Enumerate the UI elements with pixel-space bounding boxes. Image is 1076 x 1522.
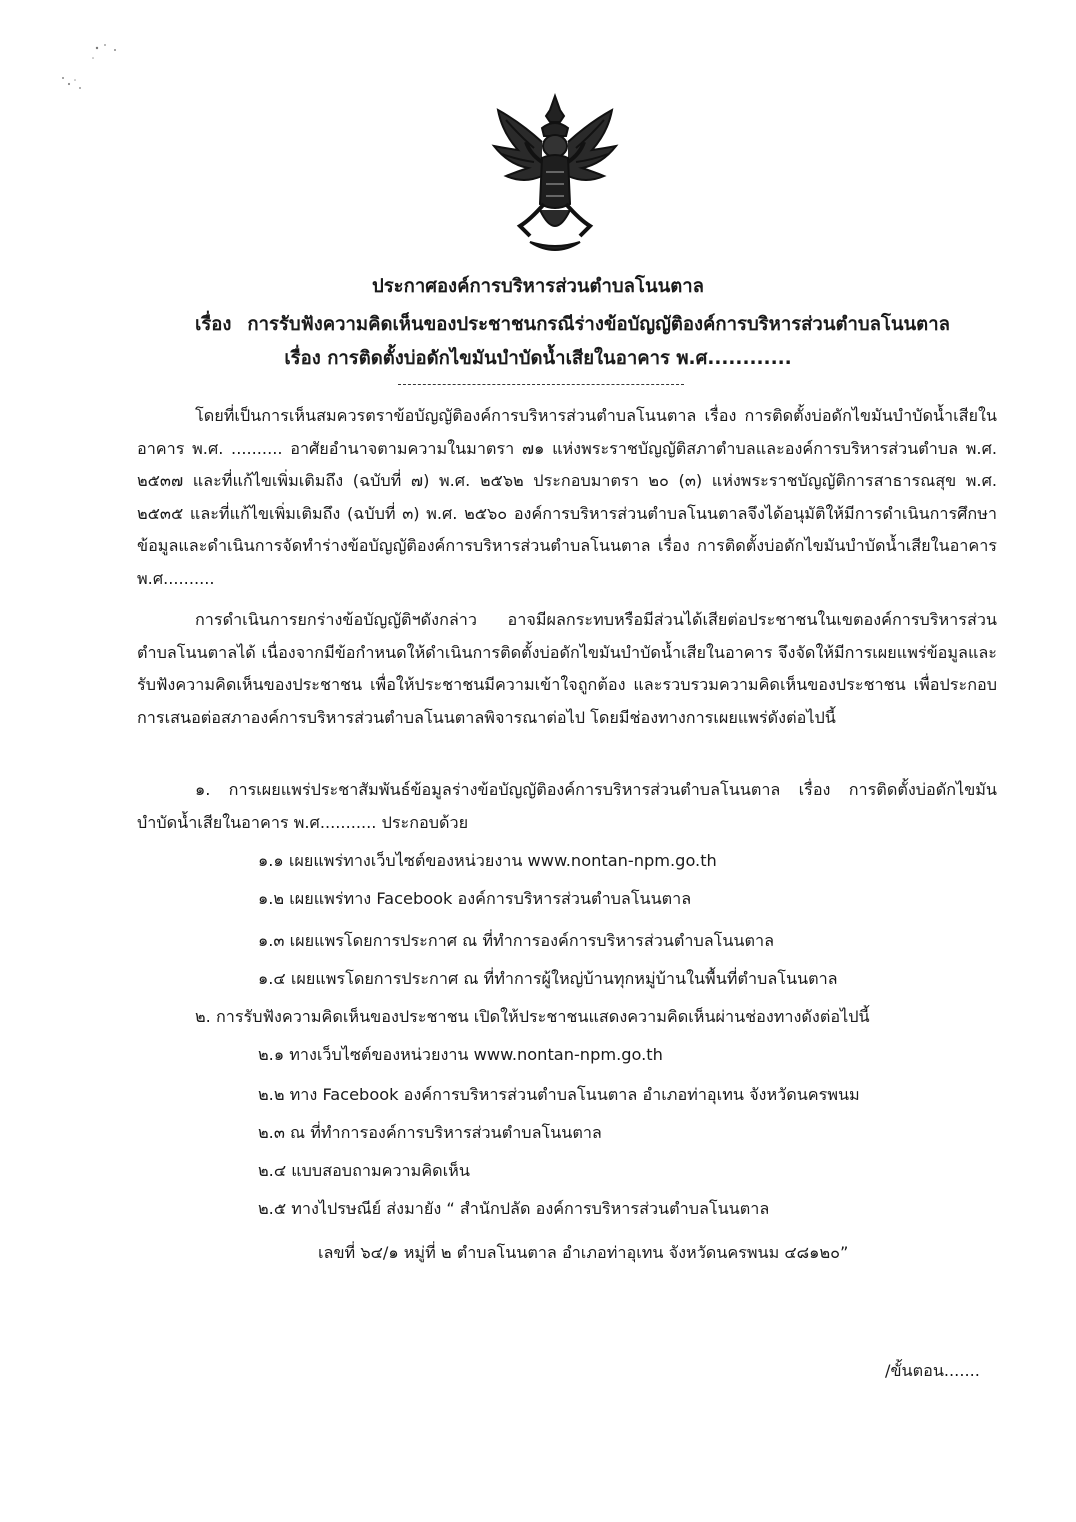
paragraph-1 (137, 400, 997, 595)
list-item: ๒.๑ ทางเว็บไซต์ของหน่วยงาน www.nontan-npm.go.th (258, 1045, 663, 1064)
list-item: ๒.๒ ทาง Facebook องค์การบริหารส่วนตำบลโนนตาล อำเภอท่าอุเทน จังหวัดนครพนม (258, 1085, 860, 1104)
section-1-intro-text: ๑. การเผยแพร่ประชาสัมพันธ์ข้อมูลร่างข้อบัญญัติองค์การบริหารส่วนตำบลโนนตาล เรื่อง การติดตั้งบ่อดักไขมันบำบัดน้ำเสียในอาคาร พ.ศ........... ประกอบด้วย (137, 780, 997, 832)
subject-text: การรับฟังความคิดเห็นของประชาชนกรณีร่างข้อบัญญัติองค์การบริหารส่วนตำบลโนนตาล (247, 314, 950, 335)
subject-label: เรื่อง (195, 314, 232, 335)
announcement-title: ประกาศองค์การบริหารส่วนตำบลโนนตาล (372, 276, 704, 297)
list-item: ๑.๑ เผยแพร่ทางเว็บไซต์ของหน่วยงาน www.nontan-npm.go.th (258, 851, 717, 870)
postal-address: เลขที่ ๖๔/๑ หมู่ที่ ๒ ตำบลโนนตาล อำเภอท่าอุเทน จังหวัดนครพนม ๔๘๑๒๐” (318, 1243, 849, 1262)
announcement-subject-line (195, 310, 950, 339)
list-item: ๑.๔ เผยแพรโดยการประกาศ ณ ที่ทำการผู้ใหญ่บ้านทุกหมู่บ้านในพื้นที่ตำบลโนนตาล (258, 969, 838, 988)
paragraph-2-text: การดำเนินการยกร่างข้อบัญญัติฯดังกล่าว อาจมีผลกระทบหรือมีส่วนได้เสียต่อประชาชนในเขตองค์การบริหารส่วนตำบลโนนตาลได้ เนื่องจากมีข้อกำหนดให้ดำเนินการติดตั้งบ่อดักไขมันบำบัดน้ำเสียในอาคาร จึงจัดให้มีการเผยแพร่ข้อมูลและรับฟังความคิดเห็นของประชาชน เพื่อให้ประชาชนมีความเข้าใจถูกต้อง และรวบรวมความคิดเห็นของประชาชน เพื่อประกอบการเสนอต่อสภาองค์การบริหารส่วนตำบลโนนตาลพิจารณาต่อไป โดยมีช่องทางการเผยแพร่ดังต่อไปนี้ (137, 610, 997, 727)
list-item: ๒.๕ ทางไปรษณีย์ ส่งมายัง “ สำนักปลัด องค์การบริหารส่วนตำบลโนนตาล (258, 1199, 770, 1218)
title-divider (398, 384, 684, 385)
list-item: ๑.๒ เผยแพร่ทาง Facebook องค์การบริหารส่วนตำบลโนนตาล (258, 889, 692, 908)
continuation-marker: /ขั้นตอน....... (885, 1361, 980, 1380)
list-item: ๒.๓ ณ ที่ทำการองค์การบริหารส่วนตำบลโนนตาล (258, 1123, 602, 1142)
announcement-subject-line-2: เรื่อง การติดตั้งบ่อดักไขมันบำบัดน้ำเสียในอาคาร พ.ศ............ (284, 348, 792, 369)
section-1-intro (137, 774, 997, 839)
paragraph-2 (137, 604, 997, 734)
list-item: ๑.๓ เผยแพรโดยการประกาศ ณ ที่ทำการองค์การบริหารส่วนตำบลโนนตาล (258, 931, 775, 950)
section-2-intro: ๒. การรับฟังความคิดเห็นของประชาชน เปิดให้ประชาชนแสดงความคิดเห็นผ่านช่องทางดังต่อไปนี้ (195, 1007, 870, 1026)
list-item: ๒.๔ แบบสอบถามความคิดเห็น (258, 1161, 470, 1180)
paragraph-1-text: โดยที่เป็นการเห็นสมควรตราข้อบัญญัติองค์การบริหารส่วนตำบลโนนตาล เรื่อง การติดตั้งบ่อดักไขมันบำบัดน้ำเสียในอาคาร พ.ศ. .......... อาศัยอำนาจตามความในมาตรา ๗๑ แห่งพระราชบัญญัติสภาตำบลและองค์การบริหารส่วนตำบล พ.ศ. ๒๕๓๗ และที่แก้ไขเพิ่มเติมถึง (ฉบับที่ ๗) พ.ศ. ๒๕๖๒ ประกอบมาตรา ๒๐ (๓) แห่งพระราชบัญญัติการสาธารณสุข พ.ศ. ๒๕๓๕ และที่แก้ไขเพิ่มเติมถึง (ฉบับที่ ๓) พ.ศ. ๒๕๖๐ องค์การบริหารส่วนตำบลโนนตาลจึงได้อนุมัติให้มีการดำเนินการศึกษาข้อมูลและดำเนินการจัดทำร่างข้อบัญญัติองค์การบริหารส่วนตำบลโนนตาล เรื่อง การติดตั้งบ่อดักไขมันบำบัดน้ำเสียในอาคาร พ.ศ.......... (137, 406, 997, 588)
garuda-emblem-icon (490, 92, 620, 260)
scan-speck-marks (55, 40, 135, 100)
